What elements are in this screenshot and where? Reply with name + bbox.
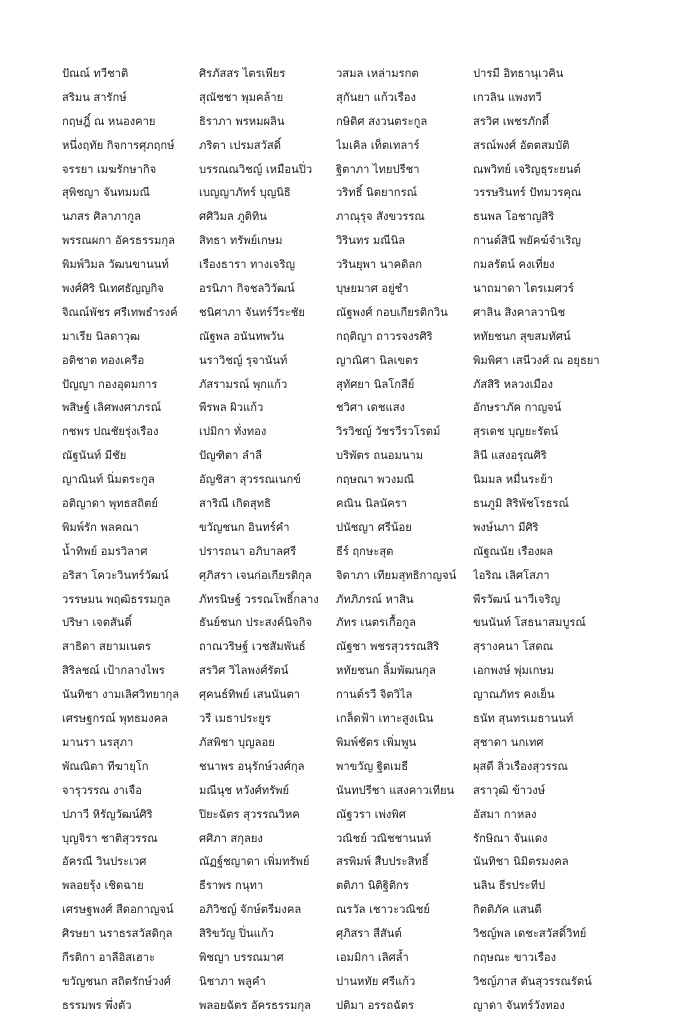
name-entry: ธนภูมิ สิริพัชโรธรณ์ <box>473 497 569 511</box>
name-entry: พัณณิตา ทีฆายุโก <box>62 759 149 773</box>
name-entry: พิมพ์วิมล วัฒนขานนท์ <box>62 258 169 272</box>
name-entry: วิรวิชญ์ วัชรวีรวโรตม์ <box>336 425 441 439</box>
name-entry: วรี เมธาประยูร <box>199 712 271 726</box>
name-entry: ศุภิสรา เจนก่อเกียรติกุล <box>199 568 312 582</box>
name-entry: ปนัชญา ศรีน้อย <box>336 520 412 534</box>
name-entry: พสิษฐ์ เลิศพงศาภรณ์ <box>62 401 162 415</box>
name-entry: เกล็ดฟ้า เทาะสูงเนิน <box>336 712 434 726</box>
name-entry: สาริณี เกิดสุทธิ <box>199 497 271 511</box>
name-entry: อัสมา กาหลง <box>473 807 537 821</box>
name-entry: อัครณี วินประเวศ <box>62 855 147 869</box>
name-entry: ณัฐพงศ์ กอบเกียรติกวิน <box>336 305 448 319</box>
name-entry: บริพัตร ถนอมนาม <box>336 449 424 463</box>
name-entry: ฐิตาภา ไทยปรีชา <box>336 162 420 176</box>
name-entry: อริสา โควะวินทร์วัฒน์ <box>62 568 169 582</box>
name-entry: พงศ์ศิริ นิเทศธัญญกิจ <box>62 282 164 296</box>
name-entry: สรณ์พงศ์ อัตตสมบัติ <box>473 138 570 152</box>
name-entry: ผุสดี ลิ่วเรืองสุวรรณ <box>473 759 568 773</box>
name-entry: ศิรภัสสร ไตรเพียร <box>199 67 286 80</box>
name-entry: หทัยชนก สุขสมทัศน์ <box>473 329 571 343</box>
name-entry: สุกันยา แก้วเรือง <box>336 90 416 104</box>
name-entry: ณัฐนันท์ มีชัย <box>62 449 127 463</box>
name-entry: นลิน ธีรประทีป <box>473 879 546 893</box>
name-entry: เปมิกา ทั่งทอง <box>199 425 267 439</box>
name-entry: จรรยา เมฆรักษากิจ <box>62 162 157 176</box>
name-entry: ญาณภัทร คงเย็น <box>473 688 555 702</box>
name-entry: กษิดิศ สงวนตระกูล <box>336 114 428 128</box>
name-entry: ไอริณ เลิศโสภา <box>473 568 550 582</box>
name-entry: สุพิชญา จันทมมณี <box>62 186 150 200</box>
name-entry: ณัฏฐ์ชญาดา เพิ่มทรัพย์ <box>199 855 310 869</box>
name-entry: ขวัญชนก สถิตรักษ์วงศ์ <box>62 974 171 988</box>
name-entry: บุญจิรา ชาติสุวรรณ <box>62 831 158 845</box>
name-entry: นิชาภา พลูคำ <box>199 974 266 988</box>
name-entry: เรืองธารา ทางเจริญ <box>199 258 296 272</box>
name-entry: ธนพล โอชาญสิริ <box>473 210 555 224</box>
name-entry: ปัญญา กองอุดมการ <box>62 377 158 391</box>
name-entry: วรรษรินทร์ ปัทมวรคุณ <box>473 186 582 200</box>
name-entry: ภัสพิชา บุญลอย <box>199 735 275 749</box>
name-entry: ชนาพร อนุรักษ์วงศ์กุล <box>199 759 305 773</box>
name-entry: ปิยะฉัตร สุวรรณวิหค <box>199 807 300 821</box>
name-entry: กานต์สินี พยัคฆ์จำเริญ <box>473 234 581 248</box>
name-entry: กชพร ปณชัยรุ่งเรือง <box>62 425 159 439</box>
name-entry: เบญญาภัทร์ บุญนิธิ <box>199 186 291 200</box>
name-entry: ญาดา จันทร์วังทอง <box>473 998 565 1012</box>
name-entry: สรวิศ เพชรภักดี์ <box>473 114 549 128</box>
name-entry: อภิวิชญ์ จักษ์ตรีมงคล <box>199 903 302 917</box>
name-entry: บุษยมาศ อยู่ชำ <box>336 282 409 296</box>
name-entry: พลอยรุ้ง เชิดฉาย <box>62 879 144 893</box>
name-entry: พีรวัฒน์ นาวีเจริญ <box>473 592 561 606</box>
name-entry: ศาลิน สิงคาลวานิช <box>473 305 566 319</box>
name-entry: สุณัชชา พุมคล้าย <box>199 90 284 104</box>
name-entry: พิชญา บรรณมาศ <box>199 950 284 964</box>
name-entry: ปริษา เจตสันติ์ <box>62 616 132 630</box>
name-entry: พรรณผกา อัครธรรมกุล <box>62 234 176 248</box>
name-entry: มาเรีย นิลดาวุฒ <box>62 329 141 343</box>
name-entry: พิมพ์รัก พลคณา <box>62 520 139 534</box>
name-entry: ถาณวริษฐ์ เวชสัมพันธ์ <box>199 640 306 654</box>
name-entry: ศุคนธ์ทิพย์ เสนนันตา <box>199 688 301 702</box>
name-entry: อัญชิสา สุวรรณเนกข์ <box>199 473 301 487</box>
name-entry: สริมน สารักษ์ <box>62 90 127 104</box>
name-entry: สุชาดา นกเทศ <box>473 735 544 749</box>
name-entry: กฤษณะ ขาวเรือง <box>473 950 557 964</box>
name-entry: ธิราภา พรหมผลิน <box>199 114 285 128</box>
names-column-1 <box>62 62 199 1018</box>
name-entry: วริทธิ์ นิตยากรณ์ <box>336 186 417 200</box>
name-entry: จารุวรรณ งาเจือ <box>62 783 142 797</box>
name-entry: อักษราภัค กาญจน์ <box>473 401 562 415</box>
name-entry: นราวิชญ์ รุจานันท์ <box>199 353 288 367</box>
name-entry: ปัญฑิตา ลำลี <box>199 449 263 463</box>
name-entry: นันทปรีชา แสงคาวเทียน <box>336 783 455 797</box>
name-entry: พิมพิศา เสนีวงศ์ ณ อยุธยา <box>473 353 600 367</box>
name-entry: กีรติกา อาลีอิสเฮาะ <box>62 950 156 964</box>
names-column-4 <box>473 62 623 1018</box>
name-entry: อติชาต ทองเครือ <box>62 353 145 367</box>
name-entry: ณพวิทย์ เจริญธุระยนต์ <box>473 162 581 176</box>
name-entry: กมลรัตน์ คงเที่ยง <box>473 258 555 272</box>
names-list <box>62 62 662 1018</box>
name-entry: ณัฐพล อนันทพวัน <box>199 329 285 343</box>
name-entry: ธีราพร กนุทา <box>199 879 264 893</box>
name-entry: ญาณิศา นิลเขตร <box>336 353 419 367</box>
name-entry: กฤติญา ถาวรจงรศิริ <box>336 329 433 343</box>
name-entry: เอกพงษ์ พุ่มเกษม <box>473 664 555 678</box>
name-entry: ญาณินท์ นิ่มตระกูล <box>62 473 155 487</box>
name-entry: ชนิศาภา จันทร์วีระชัย <box>199 305 305 319</box>
name-entry: ตติภา นิติฐิติกร <box>336 879 409 893</box>
name-entry: ภัทภิภรณ์ หาสิน <box>336 592 414 606</box>
name-entry: ภัสรามรณ์ พุกแก้ว <box>199 377 288 391</box>
name-entry: ธรรมพร พึ่งตัว <box>62 998 132 1012</box>
name-entry: วรรษมน พฤฒิธรรมกูล <box>62 592 171 606</box>
name-entry: อติญาดา พุทธสถิตย์ <box>62 497 158 511</box>
name-entry: น้ำทิพย์ อมรวิลาศ <box>62 544 148 558</box>
name-entry: สุรางคนา โสดณ <box>473 640 554 654</box>
name-entry: วิชญ์พล เดชะสวัสดิ์วิทย์ <box>473 927 587 941</box>
name-entry: ภัสสิริ หลวงเมือง <box>473 377 553 391</box>
name-entry: มณีนุช หวังศ์ทรัพย์ <box>199 783 290 797</box>
name-entry: สุรเดช บุญยะรัตน์ <box>473 425 559 439</box>
name-entry: ณัฐชา พชรสุวรรณสิริ <box>336 640 440 654</box>
name-entry: ชวิศา เดชแสง <box>336 401 405 415</box>
name-entry: ปัณณ์ ทวีชาติ <box>62 67 129 80</box>
name-entry: อรนิภา กิจชลวิวัฒน์ <box>199 282 295 296</box>
name-entry: ธีร์ ฤกษะสุต <box>336 544 394 558</box>
name-entry: ภัทร เนตรเกื้อกูล <box>336 616 417 630</box>
names-column-2 <box>199 62 336 1018</box>
name-entry: รักษิณา จันแดง <box>473 831 548 845</box>
name-entry: ศศิวิมล ภูติทิน <box>199 210 267 224</box>
name-entry: กิตติภัค แสนดี <box>473 903 542 917</box>
name-entry: ปติมา อรรถฉัตร <box>336 998 414 1012</box>
name-entry: ธนัท สุนทรเมธานนท์ <box>473 712 574 726</box>
name-entry: สุทัศยา นิลโกสีย์ <box>336 377 415 391</box>
name-entry: ณัฐณนัย เรืองผล <box>473 544 554 558</box>
name-entry: หทัยชนก ลิ้มพัฒนกุล <box>336 664 436 678</box>
name-entry: สาธิดา สยามเนตร <box>62 640 151 654</box>
name-entry: วณิชย์ วณิชชานนท์ <box>336 831 432 845</box>
name-entry: ภาณุรุจ สังขวรรณ <box>336 210 425 224</box>
name-entry: ศิรษยา นราธรสวัสดิกุล <box>62 927 173 941</box>
name-entry: พลอยฉัตร อัครธรรมกุล <box>199 998 312 1012</box>
name-entry: นาถมาดา ไตรเมศวร์ <box>473 282 574 296</box>
name-entry: นิมมล หมื่นระย้า <box>473 473 554 487</box>
name-entry: ศุภิสรา สีสันต์ <box>336 927 402 941</box>
name-entry: ภริตา เปรมสวัสดิ์ <box>199 138 281 152</box>
name-entry: ปภาวี หิรัญวัฒน์ศิริ <box>62 807 153 821</box>
name-entry: พาขวัญ ฐิตเมธี <box>336 759 409 773</box>
name-entry: เอมมิกา เลิศล้ำ <box>336 950 409 964</box>
name-entry: สิทธา ทรัพย์เกษม <box>199 234 283 248</box>
name-entry: ณัฐวรา เพ่งพิศ <box>336 807 406 821</box>
name-entry: นภสร ศิลาภากูล <box>62 210 141 224</box>
name-entry: จิณณ์พัชร ศรีเทพธำรงค์ <box>62 305 178 319</box>
name-entry: ปารมี อิทธานุเวคิน <box>473 67 564 80</box>
name-entry: สราวุฒิ ข้าวงษ์ <box>473 783 546 797</box>
name-entry: สรพิมพ์ สืบประสิทธิ์ <box>336 855 429 869</box>
name-entry: วิรินทร มณีนิล <box>336 234 406 248</box>
name-entry: สิริขวัญ ปิ่นแก้ว <box>199 927 274 941</box>
name-entry: วิชญ์ภาส ตันสุวรรณรัตน์ <box>473 974 592 988</box>
name-entry: ไมเคิล เท็ตเทลาร์ <box>336 138 420 152</box>
name-entry: ธันย์ชนก ประสงค์นิจกิจ <box>199 616 313 630</box>
name-entry: นันทิชา นิมิตรมงคล <box>473 855 569 869</box>
name-entry: ณรวัล เชาวะวณิชย์ <box>336 903 430 917</box>
name-entry: ปรารถนา อภิบาลศรี <box>199 544 297 558</box>
name-entry: เกวลิน แพงทวี <box>473 90 542 104</box>
name-entry: วรินยุพา นาคดิลก <box>336 258 423 272</box>
name-entry: ขวัญชนก อินทร์คำ <box>199 520 290 534</box>
name-entry: กฤษณา พวงมณี <box>336 473 415 487</box>
name-entry: มานรา นรสุภา <box>62 735 134 749</box>
name-entry: สิริลชณ์ เป้ากลางไพร <box>62 664 165 678</box>
name-entry: นันทิชา งามเลิศวิทยากุล <box>62 688 180 702</box>
name-entry: ภัทรนิษฐ์ วรรณโพธิ์กลาง <box>199 592 319 606</box>
name-entry: คณิน นิลนัครา <box>336 497 407 511</box>
name-entry: กฤษฎิ์ ณ หนองคาย <box>62 114 156 128</box>
name-entry: วสมล เหล่ามรกต <box>336 67 419 80</box>
name-entry: ศศิภา สกุลยง <box>199 831 263 845</box>
name-entry: เศรษฐพงศ์ สีดอกาญจน์ <box>62 903 174 917</box>
name-entry: พงษ์นภา มีศิริ <box>473 520 539 534</box>
name-entry: พิมพ์ชัตร เพิ่มพูน <box>336 735 417 749</box>
name-entry: กานต์รวี จิตวิไล <box>336 688 413 702</box>
name-entry: ขนนันท์ โสธนาสมบูรณ์ <box>473 616 586 630</box>
names-column-3 <box>336 62 473 1018</box>
name-entry: เศรษฐกรณ์ พุทธมงคล <box>62 712 168 726</box>
name-entry: ลินี แสงอรุณศิริ <box>473 449 547 463</box>
name-entry: พีรพล ผิวแก้ว <box>199 401 264 415</box>
name-entry: จิดาภา เทียมสุทธิกาญจน์ <box>336 568 457 582</box>
name-entry: ปานหทัย ศรีแก้ว <box>336 974 416 988</box>
name-entry: บรรณณวิชญ์ เหมือนปิ่ว <box>199 162 313 176</box>
name-entry: หนึ่งฤทัย กิจการศุภฤกษ์ <box>62 138 175 152</box>
name-entry: สรวิศ วิไลพงศ์รัตน์ <box>199 664 289 678</box>
